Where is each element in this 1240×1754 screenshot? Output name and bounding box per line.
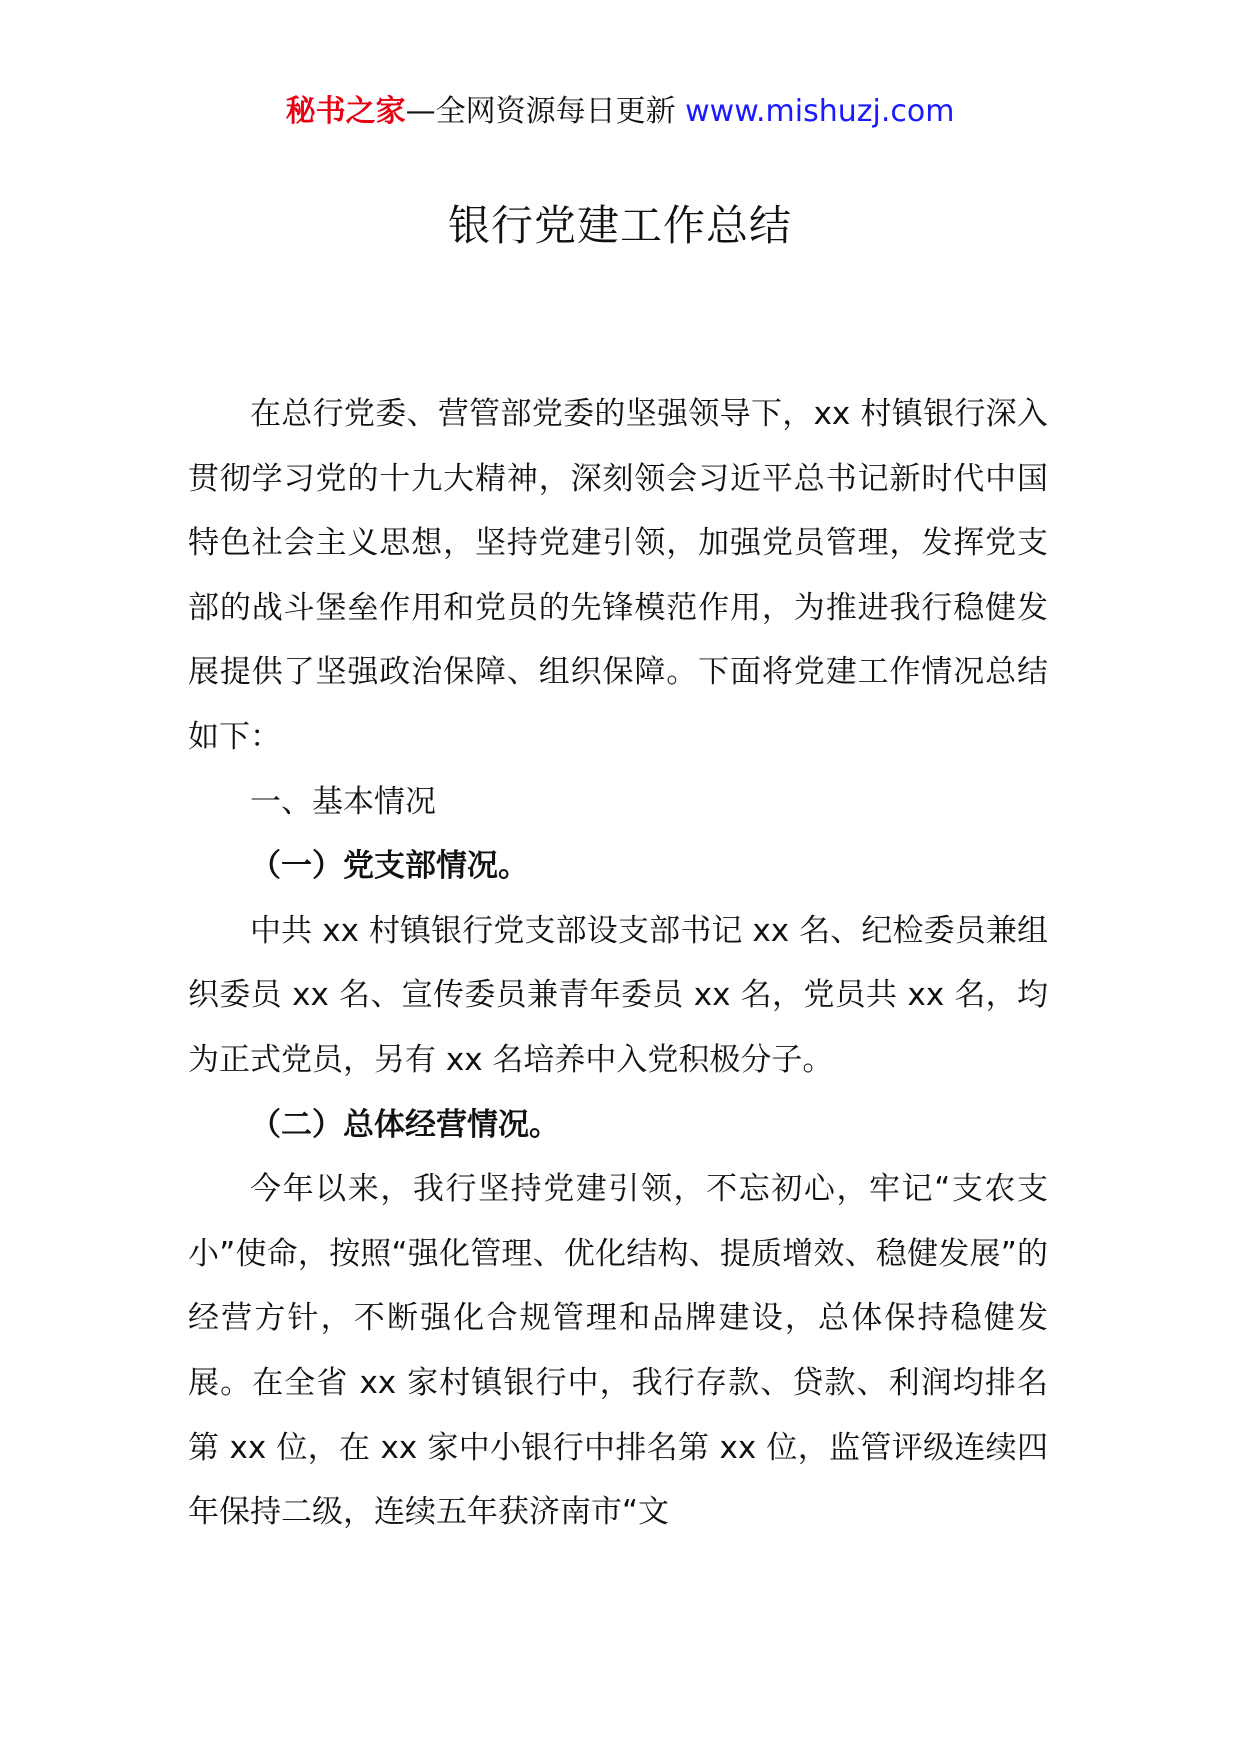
subsection-heading-operations: （二）总体经营情况。 <box>250 1106 560 1143</box>
section-heading-basic-situation: 一、基本情况 <box>250 783 436 820</box>
intro-paragraph: 在总行党委、营管部党委的坚强领导下，xx 村镇银行深入贯彻学习党的十九大精神，深刻领会习近平总书记新时代中国特色社会主义思想，坚持党建引领，加强党员管理，发挥党支部的战斗堡垒作用和党员的先锋模范作用，为推进我行稳健发展提供了坚强政治保障、组织保障。下面将党建工作情况总结如下： <box>188 396 1048 755</box>
operations-paragraph: 今年以来，我行坚持党建引领，不忘初心，牢记“支农支小”使命，按照“强化管理、优化结构、提质增效、稳健发展”的经营方针，不断强化合规管理和品牌建设，总体保持稳健发展。在全省 xx 家村镇银行中，我行存款、贷款、利润均排名第 xx 位，在 xx 家中小银行中排名第 xx 位，监管评级连续四年保持二级，连续五年获济南市“文 <box>188 1171 1048 1531</box>
document-title: 银行党建工作总结 <box>447 201 792 250</box>
site-url-link[interactable]: www.mishuzj.com <box>685 94 955 129</box>
site-tagline: —全网资源每日更新 <box>405 94 676 129</box>
site-header <box>0 92 1240 132</box>
party-branch-paragraph: 中共 xx 村镇银行党支部设支部书记 xx 名、纪检委员兼组织委员 xx 名、宣传委员兼青年委员 xx 名，党员共 xx 名，均为正式党员，另有 xx 名培养中入党积极分子。 <box>188 912 1048 1078</box>
site-brand: 秘书之家 <box>285 94 406 129</box>
document-body <box>188 382 1048 1545</box>
subsection-heading-party-branch: （一）党支部情况。 <box>250 848 529 885</box>
